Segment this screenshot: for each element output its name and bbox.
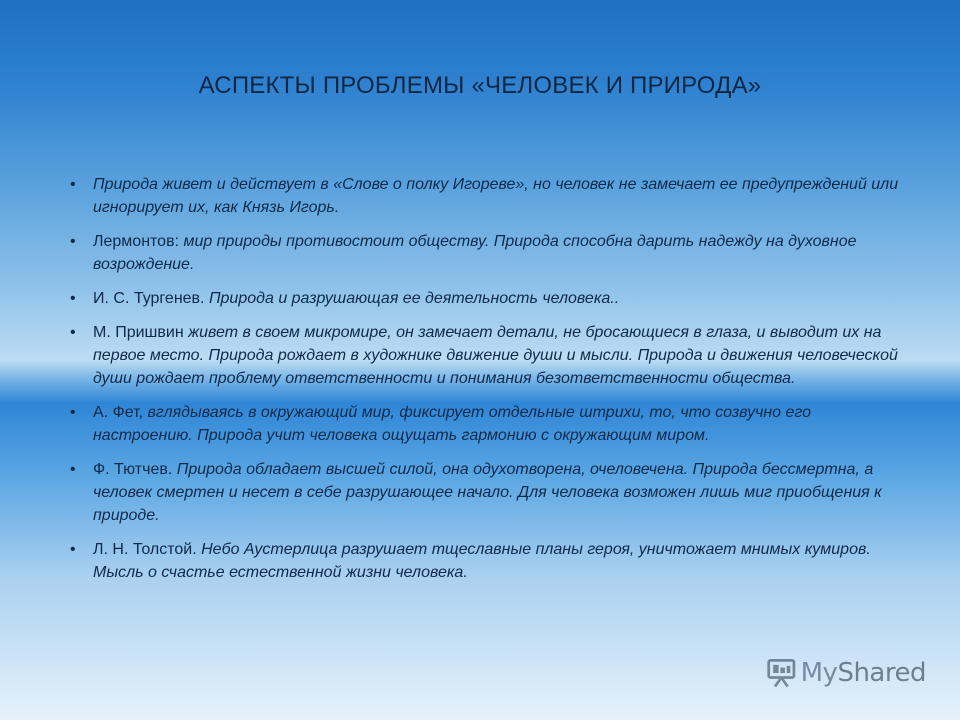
list-item <box>70 287 910 310</box>
point-text: мир природы противостоит обществу. Природа способна дарить надежду на духовное возрождение. <box>93 233 857 273</box>
logo-text: MyShared <box>800 658 926 688</box>
myshared-watermark <box>766 655 926 691</box>
point-text: Природа живет и действует в «Слове о полку Игореве», но человек не замечает ее предупреждений или игнорирует их, как Князь Игорь. <box>93 176 899 216</box>
list-item <box>70 401 910 447</box>
point-text: Природа и разрушающая ее деятельность человека.. <box>208 290 620 307</box>
point-text: Природа обладает высшей силой, она одухотворена, очеловечена. Природа бессмертна, а человек смертен и несет в себе разрушающее начало. Для человека возможен лишь миг приобщения к природе. <box>93 461 882 524</box>
list-item <box>70 230 910 276</box>
bullet-icon: • <box>70 461 76 478</box>
author-name: Ф. Тютчев. <box>93 461 177 478</box>
bullet-list <box>70 173 910 595</box>
bullet-icon: • <box>70 176 76 193</box>
bullet-icon: • <box>70 541 76 558</box>
list-item <box>70 458 910 527</box>
bullet-icon: • <box>70 290 76 307</box>
point-text: вглядываясь в окружающий мир, фиксирует отдельные штрихи, то, что созвучно его настроению. Природа учит человека ощущать гармонию с окружающим миром. <box>93 404 812 444</box>
bullet-icon: • <box>70 404 76 421</box>
author-name: М. Пришвин <box>93 324 189 341</box>
presentation-board-icon <box>766 656 797 690</box>
bullet-icon: • <box>70 324 76 341</box>
author-name: А. Фет, <box>93 404 148 421</box>
bullet-icon: • <box>70 233 76 250</box>
author-name: Л. Н. Толстой. <box>93 541 202 558</box>
point-text: Небо Аустерлица разрушает тщеславные планы героя, уничтожает мнимых кумиров. Мысль о счастье естественной жизни человека. <box>93 541 871 581</box>
author-name: Лермонтов: <box>93 233 184 250</box>
slide-title: АСПЕКТЫ ПРОБЛЕМЫ «ЧЕЛОВЕК И ПРИРОДА» <box>198 72 762 99</box>
list-item <box>70 173 910 219</box>
author-name: И. С. Тургенев. <box>93 290 209 307</box>
list-item <box>70 321 910 390</box>
point-text: живет в своем микромире, он замечает детали, не бросающиеся в глаза, и выводит их на первое место. Природа рождает в художнике движение души и мысли. Природа и движения человеческой души рождает проблему ответственности и понимания безответственности общества. <box>93 324 898 387</box>
list-item <box>70 538 910 584</box>
